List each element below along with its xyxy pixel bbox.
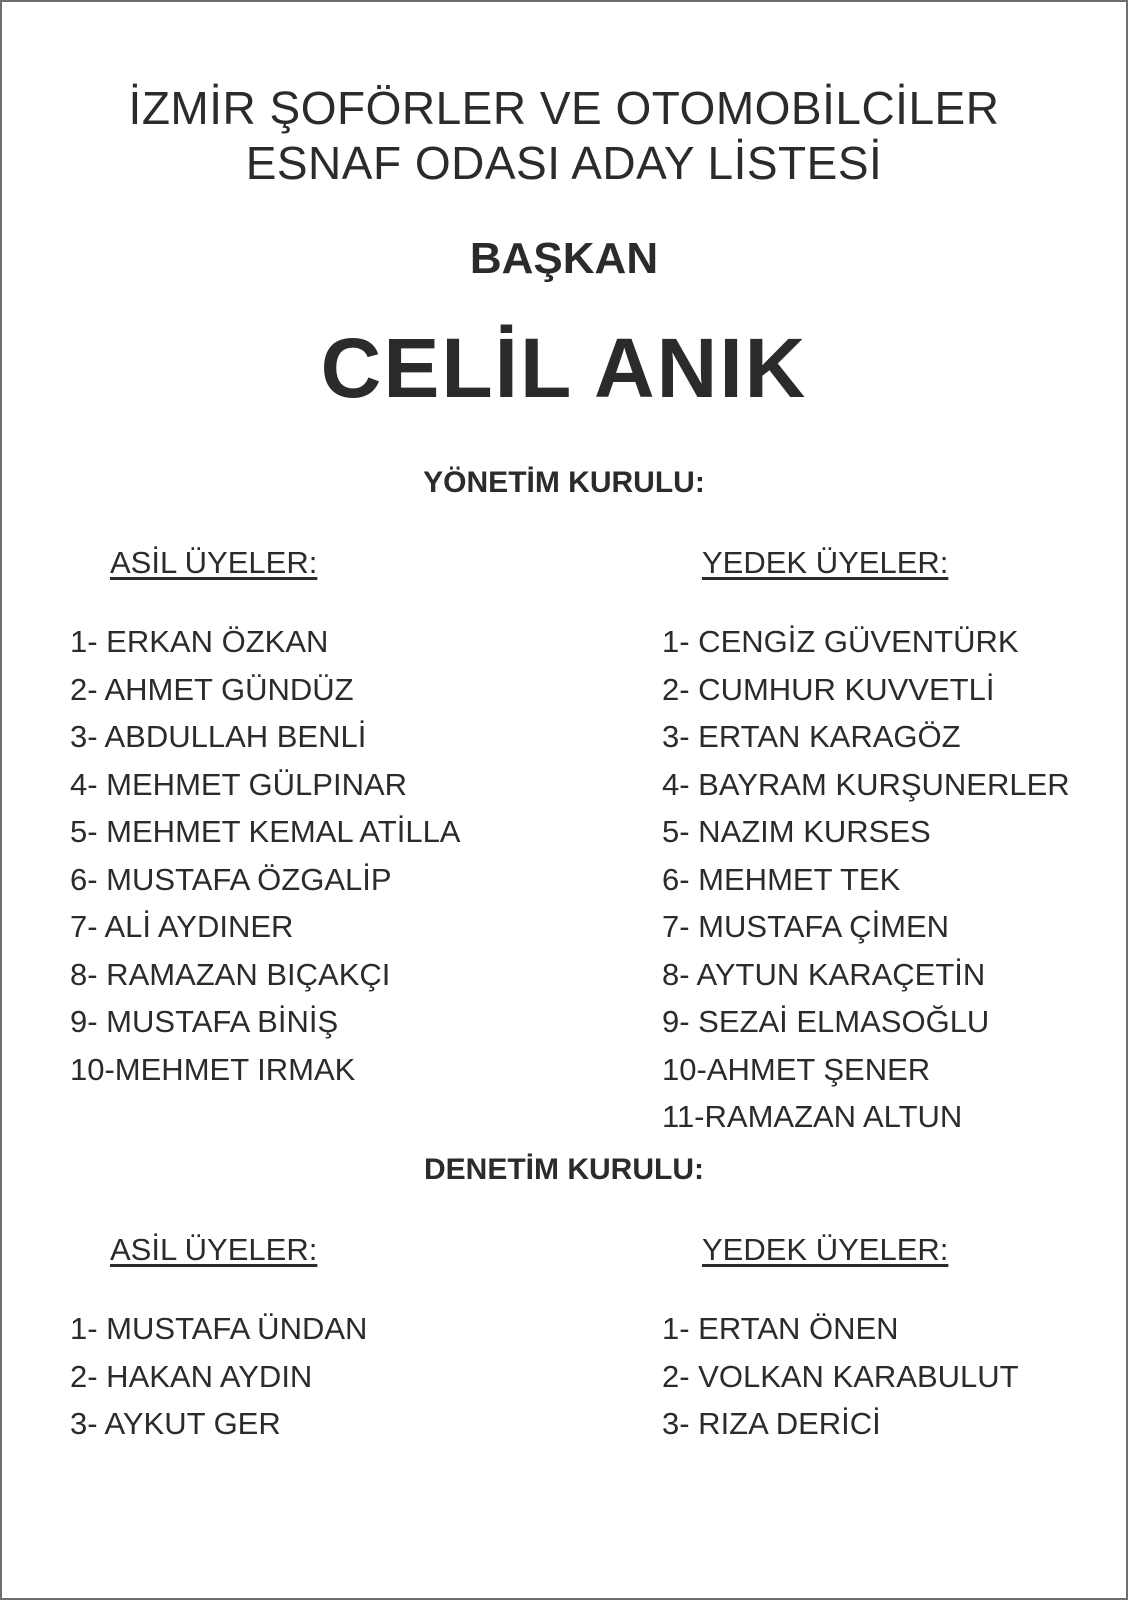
- board-principal-heading: ASİL ÜYELER:: [110, 545, 318, 580]
- title-line-2: ESNAF ODASI ADAY LİSTESİ: [245, 137, 883, 189]
- list-item: 11-RAMAZAN ALTUN: [662, 1099, 963, 1134]
- list-item: 3- ERTAN KARAGÖZ: [662, 719, 961, 754]
- list-item: 9- SEZAİ ELMASOĞLU: [662, 1004, 990, 1039]
- board-principal-list: [70, 618, 460, 1093]
- audit-substitute-list: [662, 1305, 1019, 1448]
- list-item: 4- BAYRAM KURŞUNERLER: [662, 766, 1070, 802]
- board-substitute-heading: YEDEK ÜYELER:: [702, 545, 949, 580]
- list-item: 1- MUSTAFA ÜNDAN: [70, 1311, 368, 1346]
- list-item: 1- ERKAN ÖZKAN: [70, 624, 329, 659]
- list-item: 10-AHMET ŞENER: [662, 1051, 931, 1087]
- president-name: CELİL ANIK: [320, 321, 808, 415]
- list-item: 3- RIZA DERİCİ: [662, 1406, 881, 1441]
- list-item: 4- MEHMET GÜLPINAR: [70, 766, 408, 802]
- title-line-1: İZMİR ŞOFÖRLER VE OTOMOBİLCİLER: [128, 82, 1000, 134]
- list-item: 5- MEHMET KEMAL ATİLLA: [70, 814, 461, 849]
- list-item: 6- MEHMET TEK: [662, 861, 901, 897]
- board-substitute-list: [662, 618, 1070, 1141]
- list-item: 2- AHMET GÜNDÜZ: [70, 671, 354, 707]
- list-item: 5- NAZIM KURSES: [662, 814, 931, 849]
- audit-principal-heading: ASİL ÜYELER:: [110, 1232, 318, 1267]
- list-item: 8- AYTUN KARAÇETİN: [662, 956, 986, 992]
- list-item: 7- MUSTAFA ÇİMEN: [662, 909, 950, 944]
- board-heading: YÖNETİM KURULU:: [423, 466, 705, 499]
- list-item: 2- CUMHUR KUVVETLİ: [662, 671, 995, 707]
- list-item: 1- CENGİZ GÜVENTÜRK: [662, 624, 1019, 659]
- list-item: 6- MUSTAFA ÖZGALİP: [70, 861, 392, 897]
- audit-substitute-heading: YEDEK ÜYELER:: [702, 1232, 949, 1267]
- list-item: 1- ERTAN ÖNEN: [662, 1311, 899, 1346]
- audit-principal-list: [70, 1305, 367, 1448]
- list-item: 3- AYKUT GER: [70, 1406, 281, 1441]
- president-label: BAŞKAN: [469, 234, 659, 283]
- list-item: 2- HAKAN AYDIN: [70, 1358, 313, 1394]
- list-item: 7- ALİ AYDINER: [70, 909, 294, 944]
- list-item: 3- ABDULLAH BENLİ: [70, 719, 367, 754]
- audit-heading: DENETİM KURULU:: [424, 1153, 704, 1186]
- list-item: 2- VOLKAN KARABULUT: [662, 1358, 1019, 1394]
- list-item: 8- RAMAZAN BIÇAKÇI: [70, 956, 391, 992]
- list-item: 10-MEHMET IRMAK: [70, 1051, 356, 1087]
- list-item: 9- MUSTAFA BİNİŞ: [70, 1004, 339, 1039]
